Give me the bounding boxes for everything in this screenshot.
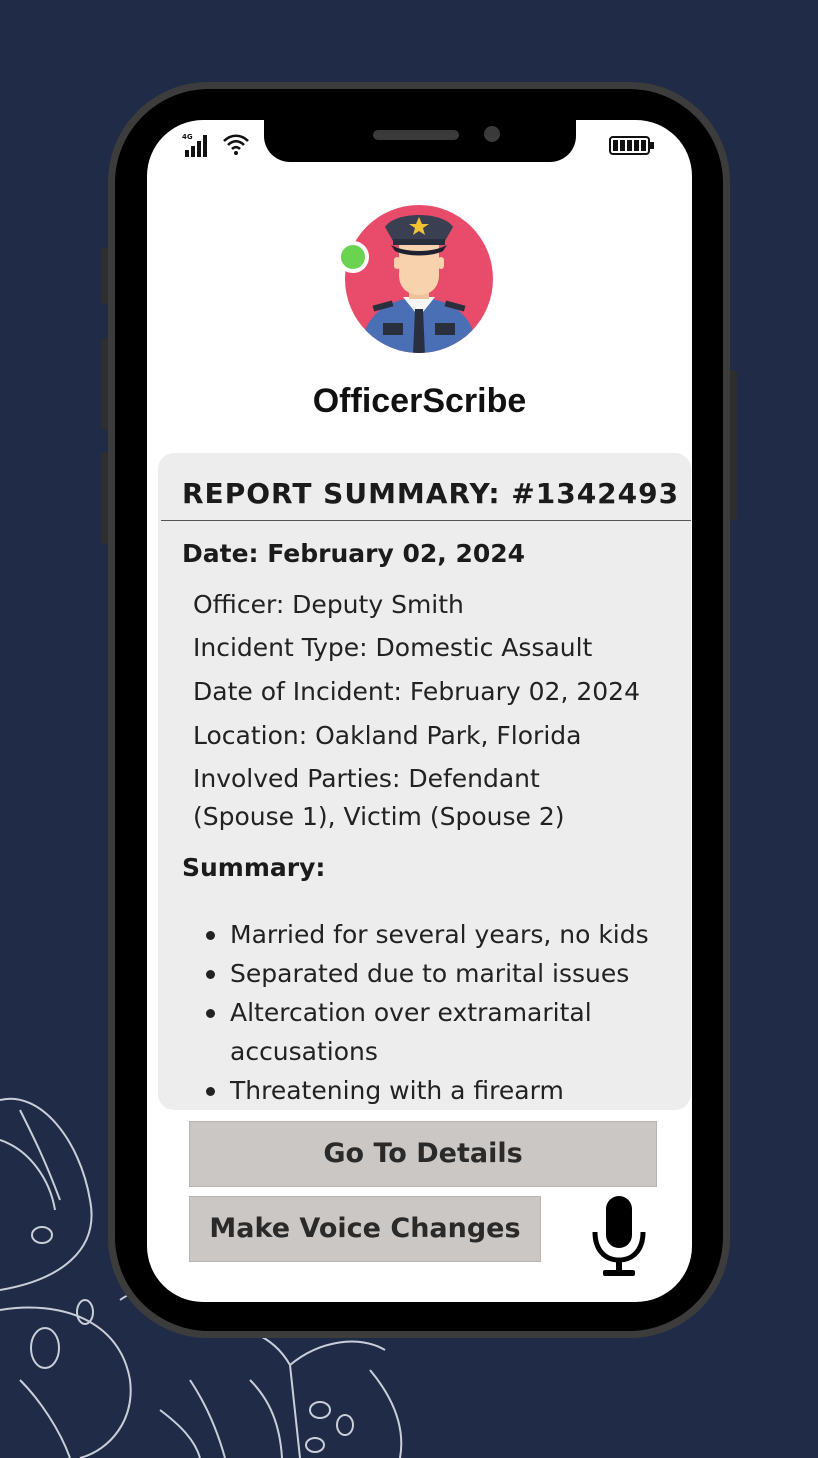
online-status-indicator	[337, 241, 369, 273]
summary-list	[198, 915, 678, 1110]
report-title: REPORT SUMMARY: #1342493	[182, 477, 680, 510]
detail-involved-parties-cont: (Spouse 1), Victim (Spouse 2)	[193, 802, 565, 831]
notch	[264, 120, 576, 162]
app-title: OfficerScribe	[312, 382, 527, 420]
list-item: Threatening with a firearm	[198, 1071, 678, 1110]
speaker-grille	[373, 130, 459, 140]
list-item: Separated due to marital issues	[198, 954, 678, 993]
card-divider	[161, 520, 691, 521]
detail-incident-date: Date of Incident: February 02, 2024	[193, 677, 640, 706]
detail-location: Location: Oakland Park, Florida	[193, 721, 582, 750]
detail-incident-type: Incident Type: Domestic Assault	[193, 633, 593, 662]
list-item: Altercation over extramarital accusations	[198, 993, 678, 1071]
detail-officer: Officer: Deputy Smith	[193, 590, 464, 619]
go-to-details-button[interactable]: Go To Details	[189, 1121, 657, 1187]
svg-text:4G: 4G	[182, 133, 193, 141]
cell-signal-icon	[182, 132, 208, 158]
make-voice-changes-button[interactable]: Make Voice Changes	[189, 1196, 541, 1262]
microphone-icon[interactable]	[591, 1196, 647, 1278]
phone-screen	[147, 120, 692, 1302]
battery-full-icon	[609, 135, 655, 157]
power-button	[729, 370, 737, 520]
police-officer-avatar	[345, 205, 493, 353]
front-camera	[484, 126, 500, 142]
report-summary-card	[158, 453, 691, 1110]
summary-label: Summary:	[182, 853, 326, 882]
report-date: Date: February 02, 2024	[182, 539, 526, 568]
wifi-icon	[223, 133, 249, 155]
detail-involved-parties: Involved Parties: Defendant	[193, 764, 540, 793]
list-item: Married for several years, no kids	[198, 915, 678, 954]
